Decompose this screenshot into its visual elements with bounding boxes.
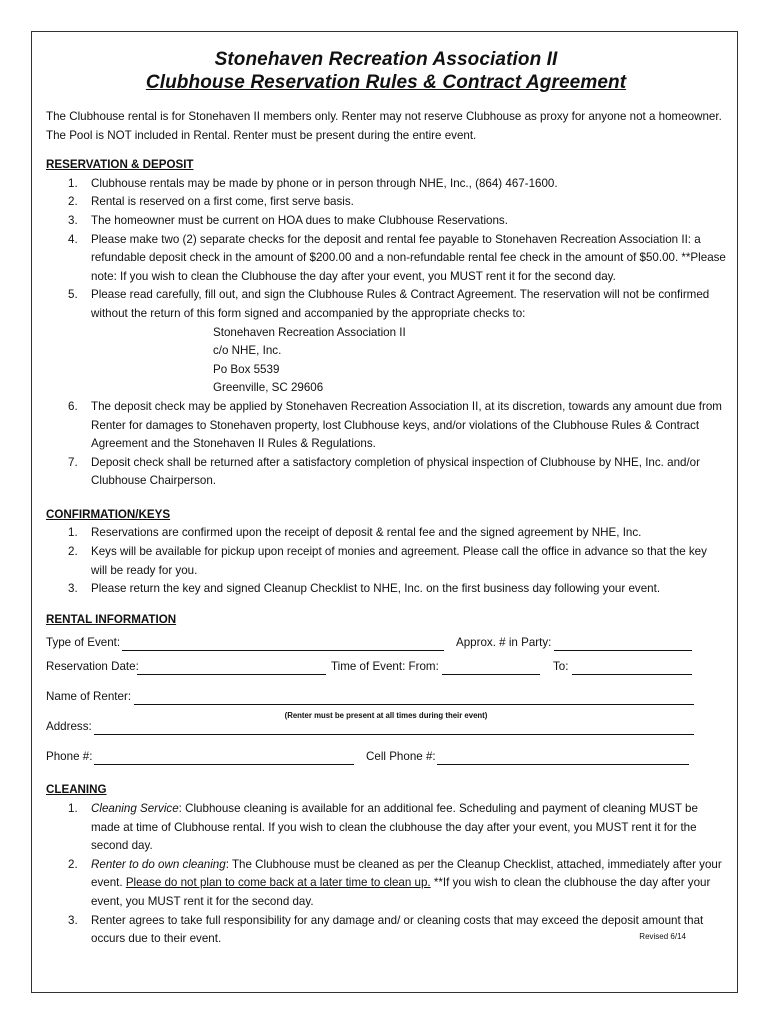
item-text: Renter agrees to take full responsibility for any damage and/ or cleaning costs that may exceed the deposit amount that occurs due to their event. bbox=[91, 913, 704, 946]
item-number: 2. bbox=[68, 857, 78, 871]
item-text: Reservations are confirmed upon the receipt of deposit & rental fee and the signed agreement by NHE, Inc. bbox=[91, 526, 642, 540]
confirmation-section bbox=[46, 506, 726, 599]
item-underlined-text: Please do not plan to come back at a later time to clean up. bbox=[125, 876, 431, 890]
cleaning-section bbox=[46, 781, 726, 948]
reservation-section bbox=[46, 156, 726, 491]
item-number: 6. bbox=[68, 399, 78, 413]
item-text: : The Clubhouse must be cleaned as per the Cleanup Checklist, attached, immediately after your event. bbox=[91, 857, 722, 890]
rental-heading: RENTAL INFORMATION bbox=[46, 612, 177, 626]
title-line-2: Clubhouse Reservation Rules & Contract Agreement bbox=[145, 72, 627, 93]
address-row bbox=[46, 711, 726, 739]
reservation-heading: RESERVATION & DEPOSIT bbox=[46, 158, 194, 172]
address-line: Stonehaven Recreation Association II bbox=[213, 325, 406, 339]
name-of-renter-label: Name of Renter: bbox=[46, 690, 132, 704]
item-number: 3. bbox=[68, 913, 78, 927]
revised-date: Revised 6/14 bbox=[639, 932, 686, 942]
time-from-label: Time of Event: From: bbox=[331, 660, 439, 674]
item-text: : Clubhouse cleaning is available for an additional fee. Scheduling and payment of cleaning MUST be made at time of Clubhouse rental. If you wish to clean the clubhouse the day after your event, you MUST rent it for the second day. bbox=[91, 802, 698, 853]
confirmation-list bbox=[46, 524, 726, 598]
item-label: Renter to do own cleaning bbox=[91, 857, 226, 871]
list-item bbox=[46, 580, 726, 599]
intro-paragraph bbox=[46, 108, 726, 145]
item-text: Rental is reserved on a first come, first serve basis. bbox=[91, 195, 354, 209]
item-number: 1. bbox=[68, 802, 78, 816]
rental-section bbox=[46, 611, 726, 772]
title-line-1: Stonehaven Recreation Association II bbox=[214, 49, 558, 70]
address-line: c/o NHE, Inc. bbox=[213, 344, 282, 358]
mailing-address bbox=[91, 324, 726, 398]
item-number: 2. bbox=[68, 545, 78, 559]
phone-field[interactable] bbox=[94, 764, 354, 765]
list-item bbox=[46, 175, 726, 194]
list-item bbox=[46, 543, 726, 580]
address-line: Greenville, SC 29606 bbox=[213, 381, 324, 395]
item-text: Clubhouse rentals may be made by phone or in person through NHE, Inc., (864) 467-1600. bbox=[91, 176, 558, 190]
item-number: 7. bbox=[68, 455, 78, 469]
date-row bbox=[46, 657, 726, 681]
time-from-field[interactable] bbox=[442, 674, 540, 675]
type-of-event-label: Type of Event: bbox=[46, 636, 121, 650]
item-text: Keys will be available for pickup upon receipt of monies and agreement. Please call the office in advance so that the key will be ready for you. bbox=[91, 545, 707, 577]
list-item bbox=[46, 212, 726, 231]
phone-label: Phone #: bbox=[46, 750, 93, 764]
item-text: The deposit check may be applied by Stonehaven Recreation Association II, at its discretion, towards any amount due from Renter for damages to Stonehaven property, lost Clubhouse keys, and/or violations of the Clubhouse Rules & Contract Agreement and the Stonehaven II Rules & Regulations. bbox=[91, 399, 722, 451]
list-item bbox=[46, 856, 726, 912]
approx-party-field[interactable] bbox=[554, 650, 692, 651]
list-item bbox=[46, 912, 726, 949]
item-number: 2. bbox=[68, 195, 78, 209]
item-number: 5. bbox=[68, 288, 78, 302]
address-field[interactable] bbox=[94, 734, 694, 735]
item-text: Deposit check shall be returned after a satisfactory completion of physical inspection of Clubhouse by NHE, Inc. and/or Clubhouse Chairperson. bbox=[91, 455, 700, 488]
list-item bbox=[46, 800, 726, 856]
address-label: Address: bbox=[46, 720, 92, 734]
reservation-date-label: Reservation Date: bbox=[46, 660, 139, 674]
list-item bbox=[46, 231, 726, 287]
document-title bbox=[46, 48, 726, 94]
item-number: 4. bbox=[68, 232, 78, 246]
item-text: **If you wish to clean the clubhouse the day after your event, you MUST rent it for the second day. bbox=[91, 876, 711, 908]
confirmation-heading: CONFIRMATION/KEYS bbox=[46, 507, 171, 521]
list-item bbox=[46, 193, 726, 212]
approx-party-label: Approx. # in Party: bbox=[456, 636, 552, 650]
item-text: Please return the key and signed Cleanup Checklist to NHE, Inc. on the first business day following your event. bbox=[91, 582, 661, 596]
event-row bbox=[46, 633, 726, 657]
item-number: 3. bbox=[68, 582, 78, 596]
cell-phone-label: Cell Phone #: bbox=[366, 750, 436, 764]
list-item bbox=[46, 398, 726, 454]
intro-line-1: The Clubhouse rental is for Stonehaven II members only. Renter may not reserve Clubhouse as proxy for anyone not a homeowner. bbox=[46, 110, 722, 123]
time-to-label: To: bbox=[553, 660, 569, 674]
time-to-field[interactable] bbox=[572, 674, 692, 675]
item-number: 1. bbox=[68, 176, 78, 190]
document-body bbox=[46, 48, 726, 949]
item-text: Please make two (2) separate checks for the deposit and rental fee payable to Stonehaven Recreation Association II: a refundable deposit check in the amount of $200.00 and a non-refundable rental fee check in the amount of $50.00. **Please note: If you wish to clean the Clubhouse the day after your event, you MUST rent it for the second day. bbox=[91, 232, 726, 283]
document-page bbox=[31, 31, 738, 993]
intro-line-2: The Pool is NOT included in Rental. Renter must be present during the entire event. bbox=[46, 128, 477, 142]
renter-row bbox=[46, 687, 726, 711]
item-label: Cleaning Service bbox=[91, 802, 179, 816]
item-text: The homeowner must be current on HOA dues to make Clubhouse Reservations. bbox=[91, 213, 508, 227]
address-line: Po Box 5539 bbox=[213, 362, 280, 376]
item-number: 3. bbox=[68, 213, 78, 227]
cell-phone-field[interactable] bbox=[437, 764, 689, 765]
list-item bbox=[46, 286, 726, 398]
list-item bbox=[46, 524, 726, 543]
cleaning-heading: CLEANING bbox=[46, 783, 107, 797]
cleaning-list bbox=[46, 800, 726, 949]
item-number: 1. bbox=[68, 526, 78, 540]
item-text: Please read carefully, fill out, and sign the Clubhouse Rules & Contract Agreement. The reservation will not be confirmed without the return of this form signed and accompanied by the appropriate checks to: bbox=[91, 288, 710, 320]
reservation-date-field[interactable] bbox=[137, 674, 326, 675]
list-item bbox=[46, 454, 726, 491]
phone-row bbox=[46, 747, 726, 771]
name-of-renter-field[interactable] bbox=[134, 704, 694, 705]
renter-note: (Renter must be present at all times during their event) bbox=[284, 711, 488, 721]
type-of-event-field[interactable] bbox=[122, 650, 444, 651]
reservation-list bbox=[46, 175, 726, 491]
